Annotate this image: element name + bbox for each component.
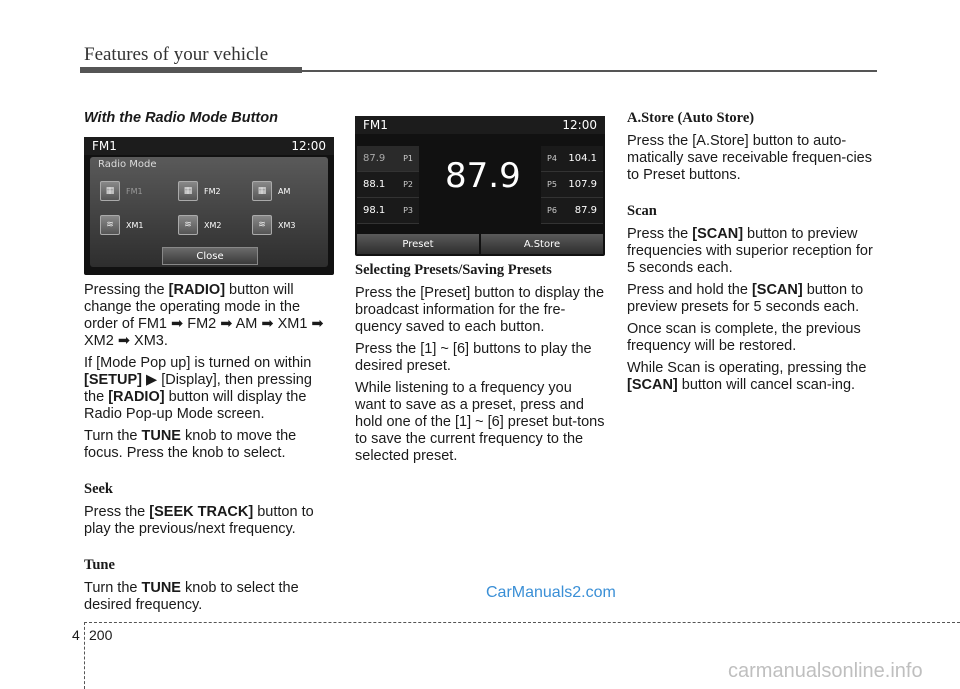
preset-screen xyxy=(355,116,605,256)
screen-topbar xyxy=(355,116,605,134)
subheading-seek: Seek xyxy=(84,481,113,497)
preset-button-p4[interactable]: P4 104.1 xyxy=(541,146,603,172)
mode-button-am[interactable]: ▦ AM xyxy=(252,179,314,203)
radio-icon: ▦ xyxy=(178,181,198,201)
preset-list-left xyxy=(357,146,419,224)
clock: 12:00 xyxy=(562,118,597,132)
satellite-icon: ≋ xyxy=(252,215,272,235)
site-watermark: carmanualsonline.info xyxy=(728,660,923,682)
screen-bottom-bar xyxy=(357,234,603,254)
paragraph: If [Mode Pop up] is turned on within [SETUP] ▶ [Display], then pressing the [RADIO] button will display the Radio Pop-up Mode screen. xyxy=(84,355,312,422)
page-header-title: Features of your vehicle xyxy=(84,44,269,65)
band-label: FM1 xyxy=(92,139,117,153)
subheading-astore: A.Store (Auto Store) xyxy=(627,110,755,126)
paragraph: Press the [SEEK TRACK] button to play the previous/next frequency. xyxy=(84,504,314,537)
column-2 xyxy=(355,262,605,470)
column-3 xyxy=(627,110,877,399)
paragraph: Once scan is complete, the previous frequency will be restored. xyxy=(627,321,861,354)
mode-button-xm3[interactable]: ≋ XM3 xyxy=(252,213,314,237)
paragraph: Pressing the [RADIO] button will change the operating mode in the order of FM1 ➡ FM2 ➡ AM ➡ XM1 ➡ XM2 ➡ XM3. xyxy=(84,282,324,349)
preset-button-p3[interactable]: 98.1 P3 xyxy=(357,198,419,224)
radio-icon: ▦ xyxy=(100,181,120,201)
preset-button-p1[interactable]: 87.9 P1 xyxy=(357,146,419,172)
preset-button-p5[interactable]: P5 107.9 xyxy=(541,172,603,198)
header-rule xyxy=(302,70,877,72)
paragraph: Turn the TUNE knob to select the desired frequency. xyxy=(84,580,299,613)
paragraph: Press the [A.Store] button to auto-matically save receivable frequen-cies to Preset buttons. xyxy=(627,133,872,183)
preset-list-right xyxy=(541,146,603,224)
satellite-icon: ≋ xyxy=(100,215,120,235)
paragraph: Press the [Preset] button to display the broadcast information for the fre-quency saved to each button. xyxy=(355,285,605,335)
satellite-icon: ≋ xyxy=(178,215,198,235)
paragraph: While listening to a frequency you want to save as a preset, press and hold one of the [1] ~ [6] preset but-tons to save the current frequency to the selected preset. xyxy=(355,380,605,464)
section-heading-radio-mode: With the Radio Mode Button xyxy=(84,110,278,126)
footer-rule xyxy=(84,622,960,623)
watermark-link[interactable]: CarManuals2.com xyxy=(486,584,616,601)
paragraph: Press the [SCAN] button to preview frequencies with superior reception for 5 seconds each. xyxy=(627,226,873,276)
preset-button-p6[interactable]: P6 87.9 xyxy=(541,198,603,224)
subheading-scan: Scan xyxy=(627,203,657,219)
close-button[interactable]: Close xyxy=(162,247,258,265)
astore-button[interactable]: A.Store xyxy=(481,234,603,254)
footer-vertical-rule xyxy=(84,622,85,689)
subheading-tune: Tune xyxy=(84,557,115,573)
paragraph: Press the [1] ~ [6] buttons to play the desired preset. xyxy=(355,341,592,374)
radio-mode-screen xyxy=(84,137,334,275)
current-frequency: 87.9 xyxy=(445,156,521,196)
header-bar xyxy=(80,67,302,73)
clock: 12:00 xyxy=(291,139,326,153)
mode-button-xm2[interactable]: ≋ XM2 xyxy=(178,213,240,237)
radio-icon: ▦ xyxy=(252,181,272,201)
paragraph: While Scan is operating, pressing the [SCAN] button will cancel scan-ing. xyxy=(627,360,867,393)
mode-button-fm1[interactable]: ▦ FM1 xyxy=(100,179,162,203)
panel-title: Radio Mode xyxy=(98,159,157,170)
paragraph: Turn the TUNE knob to move the focus. Press the knob to select. xyxy=(84,428,297,461)
band-label: FM1 xyxy=(363,118,388,132)
radio-mode-panel xyxy=(90,157,328,267)
chapter-number: 4 xyxy=(72,627,80,643)
preset-button[interactable]: Preset xyxy=(357,234,479,254)
mode-button-fm2[interactable]: ▦ FM2 xyxy=(178,179,240,203)
screen-topbar xyxy=(84,137,334,155)
page-number: 200 xyxy=(89,627,113,643)
subheading-presets: Selecting Presets/Saving Presets xyxy=(355,262,552,278)
paragraph: Press and hold the [SCAN] button to preview presets for 5 seconds each. xyxy=(627,282,864,315)
mode-button-xm1[interactable]: ≋ XM1 xyxy=(100,213,162,237)
preset-button-p2[interactable]: 88.1 P2 xyxy=(357,172,419,198)
